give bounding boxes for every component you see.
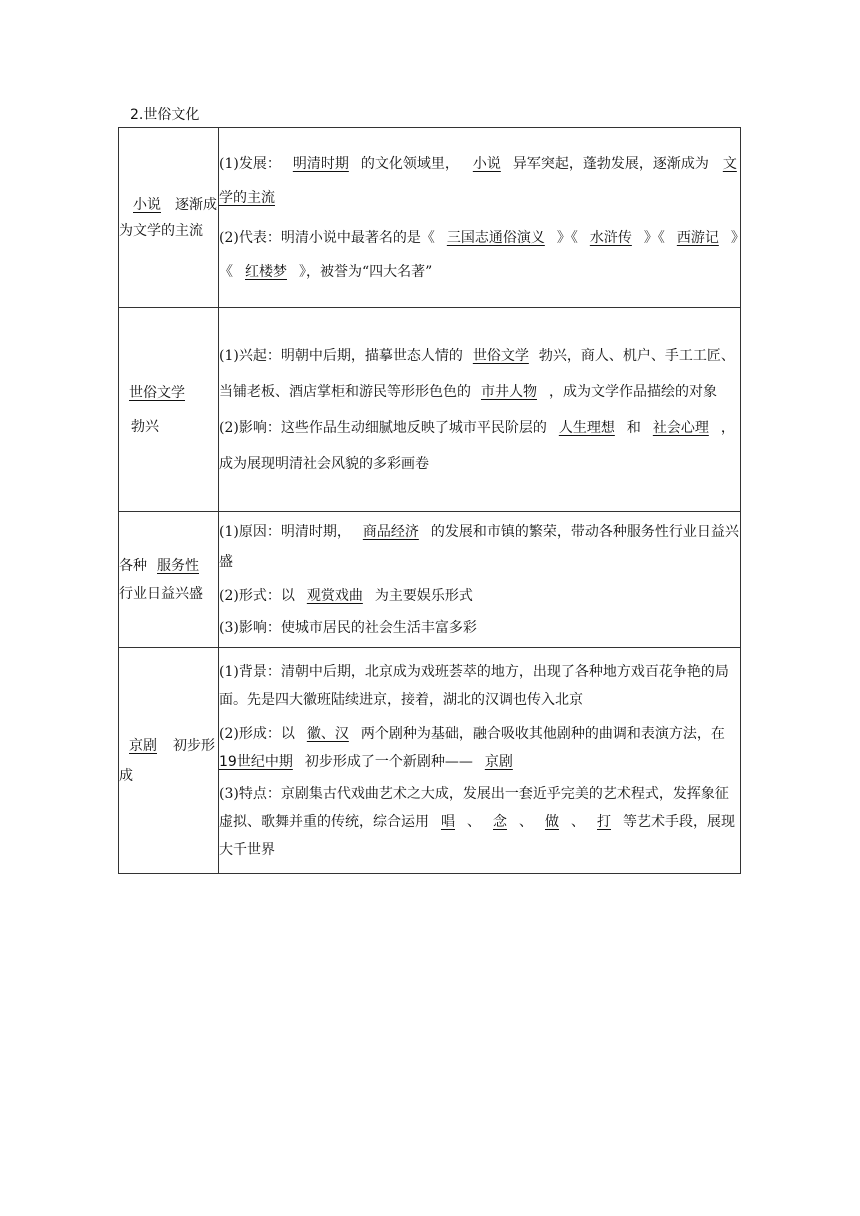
detail-paragraph: (1)发展： 明清时期 的文化领域里， 小说 异军突起，蓬勃发展，逐渐成为 文学的主流 — [219, 155, 737, 206]
answer-blank: 明清时期 — [292, 155, 349, 172]
row-topic-cell — [119, 512, 219, 648]
answer-blank: 京剧 — [484, 753, 513, 770]
answer-blank: 世俗文学 — [472, 347, 529, 364]
answer-blank: 做 — [545, 813, 559, 830]
topic-suffix: 勃兴 — [131, 418, 159, 435]
answer-blank: 水浒传 — [589, 229, 632, 246]
answer-blank: 市井人物 — [481, 383, 537, 400]
detail-paragraph: (3)影响：使城市居民的社会生活丰富多彩 — [219, 619, 477, 636]
topic-answer: 小说 — [133, 196, 161, 213]
topic-answer: 世俗文学 — [129, 384, 185, 401]
answer-blank: 念 — [493, 813, 507, 830]
detail-paragraph: (3)特点：京剧集古代戏曲艺术之大成，发展出一套近乎完美的艺术程式，发挥象征虚拟、歌舞并重的传统，综合运用 唱 、 念 、 做 、 打 等艺术手段，展现大千世界 — [219, 785, 735, 858]
detail-paragraph: (2)形成：以 徽、汉 两个剧种为基础，融合吸收其他剧种的曲调和表演方法，在19世纪中期 初步形成了一个新剧种—— 京剧 — [219, 720, 740, 776]
answer-blank: 西游记 — [676, 229, 719, 246]
row-detail-cell — [219, 128, 741, 308]
detail-paragraph: (2)形式：以 观赏戏曲 为主要娱乐形式 — [219, 587, 473, 604]
detail-paragraph: (1)原因：明清时期， 商品经济 的发展和市镇的繁荣，带动各种服务性行业日益兴盛 — [219, 523, 739, 570]
table-row — [119, 648, 741, 874]
row-topic-cell — [119, 128, 219, 308]
answer-blank: 徽、汉 — [306, 725, 349, 742]
topic-suffix: 初步形成 — [119, 737, 215, 784]
topic-answer: 服务性 — [157, 557, 199, 574]
table-row — [119, 512, 741, 648]
topic-suffix: 逐渐成为文学的主流 — [119, 196, 217, 239]
answer-blank: 三国志通俗演义 — [446, 229, 545, 246]
answer-blank: 文学的主流 — [219, 155, 737, 206]
culture-table — [118, 127, 741, 874]
answer-blank: 唱 — [441, 813, 455, 830]
detail-paragraph: (2)代表：明清小说中最著名的是《 三国志通俗演义 》《 水浒传 》《 西游记 》《 红楼梦 》，被誉为“四大名著” — [219, 229, 738, 280]
answer-blank: 19世纪中期 — [219, 753, 293, 770]
answer-blank: 商品经济 — [362, 523, 419, 540]
section-heading: 2.世俗文化 — [130, 107, 200, 123]
answer-blank: 社会心理 — [652, 419, 709, 436]
row-topic-cell — [119, 308, 219, 512]
row-topic-cell — [119, 648, 219, 874]
answer-blank: 观赏戏曲 — [306, 587, 363, 604]
row-detail-cell — [219, 308, 741, 512]
topic-suffix: 行业日益兴盛 — [119, 585, 203, 602]
topic-prefix: 各种 — [119, 557, 147, 574]
answer-blank: 打 — [597, 813, 611, 830]
detail-paragraph: (1)背景：清朝中后期，北京成为戏班荟萃的地方，出现了各种地方戏百花争艳的局面。先是四大徽班陆续进京，接着，湖北的汉调也传入北京 — [219, 663, 729, 708]
detail-paragraph: (2)影响：这些作品生动细腻地反映了城市平民阶层的 人生理想 和 社会心理 ，成为展现明清社会风貌的多彩画卷 — [219, 419, 735, 472]
table-row — [119, 128, 741, 308]
row-detail-cell — [219, 648, 741, 874]
answer-blank: 小说 — [472, 155, 501, 172]
row-detail-cell — [219, 512, 741, 648]
answer-blank: 红楼梦 — [245, 263, 287, 280]
answer-blank: 人生理想 — [558, 419, 615, 436]
table-row — [119, 308, 741, 512]
topic-answer: 京剧 — [129, 737, 157, 754]
detail-paragraph: (1)兴起：明朝中后期，描摹世态人情的 世俗文学 勃兴，商人、机户、手工工匠、当铺老板、酒店掌柜和游民等形形色色的 市井人物 ，成为文学作品描绘的对象 — [219, 347, 735, 400]
